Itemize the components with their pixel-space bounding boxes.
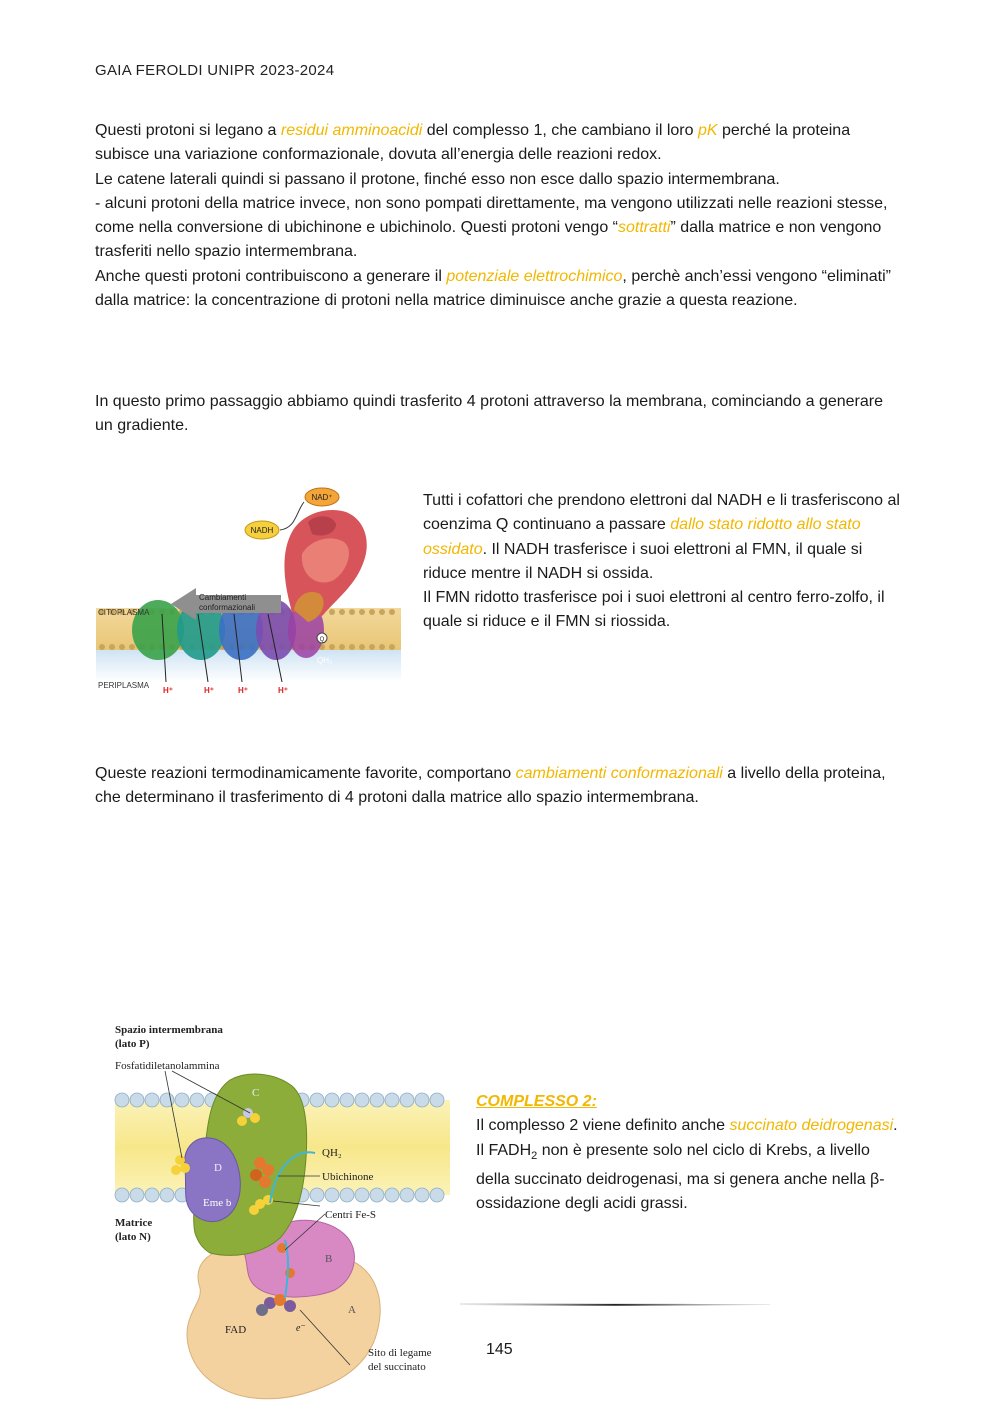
text-run: non è presente solo nel ciclo di Krebs, a livello della succinato deidrogenasi, ma si genera anche nella β-ossidazione degli acidi grassi. [476,1141,885,1213]
sentence-2: Le catene laterali quindi si passano il protone, finché esso non esce dallo spazio intermembrana. [95,170,780,188]
text-run: , perchè anch’essi vengono “eliminati” dalla matrice: la concentrazione di protoni nella matrice diminuisce anche grazie a questa reazione. [95,267,892,310]
spazio-label-1: Spazio intermembrana [115,1024,223,1036]
paragraph-conformational [95,762,905,811]
conformational-text [95,762,905,811]
complesso2-line-1 [476,1114,906,1138]
sito-label-1: Sito di legame [368,1347,432,1359]
citoplasma-label: CITOPLASMA [98,608,150,617]
centri-fes-label: Centri Fe-S [325,1209,377,1221]
sentence-1 [95,119,905,168]
electron-label: e⁻ [296,1323,306,1334]
peripheral-arm [284,510,366,622]
cofactors-text-2: Il FMN ridotto trasferisce poi i suoi elettroni al centro ferro-zolfo, il quale si riduce e il FMN si riossida. [423,589,885,631]
text-run: perché la proteina subisce una variazione conformazionale, dovuta all’energia delle reazioni redox. [95,122,851,164]
complesso2-section [476,1090,906,1217]
highlight-ridotto: dallo stato ridotto allo stato ossidato [423,516,861,558]
hplus-4: H⁺ [278,686,288,695]
hplus-2: H⁺ [204,686,214,695]
paragraph-gradient [95,390,905,439]
highlight-cambiamenti: cambiamenti conformazionali [515,765,723,782]
matrice-label-1: Matrice [115,1217,153,1229]
matrice-label-2: (lato N) [115,1231,151,1243]
text-run: Anche questi protoni contribuiscono a generare il [95,267,447,285]
arrow-label-2: conformazionali [199,603,256,612]
gradient-text: In questo primo passaggio abbiamo quindi trasferito 4 protoni attraverso la membrana, cominciando a generare un gradiente. [95,393,883,435]
highlight-potenziale: potenziale elettrochimico [446,267,623,285]
highlight-pk: pK [697,122,718,139]
nadh-label: NADH [250,526,274,535]
highlight-sottratti: sottratti [618,219,671,237]
highlight-residui: residui amminoacidi [280,122,423,139]
qh2-label: QH₂ [322,1147,342,1159]
sentence-3 [95,192,905,265]
qh2-label: QH₂ [317,656,333,665]
arrow-label-1: Cambiamenti [199,593,247,602]
text-run: . [893,1117,898,1135]
ubichinone-label: Ubichinone [322,1171,374,1183]
text-run: - alcuni protoni della matrice invece, non sono pompati direttamente, ma vengono utilizzati nelle reazioni stesse, come nella conversione di ubichinone e ubichinolo. Questi protoni vengo “ [95,194,888,237]
sito-label-2: del succinato [368,1361,426,1373]
page-number: 145 [486,1341,513,1358]
complex2-figure [110,1018,455,1410]
sentence-4 [95,265,905,314]
eme-b-label: Eme b [203,1197,232,1209]
page-header: GAIA FEROLDI UNIPR 2023-2024 [95,62,335,79]
complesso2-title: COMPLESSO 2: [476,1093,597,1110]
subscript-2: 2 [531,1149,538,1162]
text-run: Tutti i cofattori che prendono elettroni dal NADH e li trasferiscono al coenzima Q continuano a passare [423,492,900,534]
paragraph-protons [95,119,905,313]
text-run: a livello della proteina, che determinano il trasferimento di 4 protoni dalla matrice allo spazio intermembrana. [95,765,886,807]
hplus-1: H⁺ [163,686,173,695]
footer-divider [460,1300,770,1308]
text-run: Queste reazioni termodinamicamente favorite, comportano [95,765,516,782]
complex1-figure [96,484,401,699]
text-run: del complesso 1, che cambiano il loro [422,122,698,139]
text-run: ” dalla matrice e non vengono trasferiti nello spazio intermembrana. [95,219,882,261]
spazio-label-2: (lato P) [115,1038,150,1050]
text-run: Il complesso 2 viene definito anche [476,1117,730,1135]
highlight-succinato: succinato deidrogenasi [729,1117,894,1135]
subunit-d-label: D [214,1162,222,1174]
nad-plus-label: NAD⁺ [311,493,333,502]
subunit-c-label: C [252,1087,260,1099]
paragraph-cofactors [423,489,903,635]
q-label: Q [319,637,325,643]
fosfatidil-label: Fosfatidiletanolammina [115,1060,220,1072]
hplus-3: H⁺ [238,686,248,695]
fad-label: FAD [225,1324,247,1336]
text-run: Questi protoni si legano a [95,122,281,139]
complesso2-line-2 [476,1139,906,1217]
text-run: Il FADH [476,1141,532,1159]
subunit-a-label: A [348,1304,356,1316]
text-run: . Il NADH trasferisce i suoi elettroni al FMN, il quale si riduce mentre il NADH si ossida. [423,540,863,582]
subunit-b-label: B [325,1253,333,1265]
cofactors-text-1 [423,489,903,586]
periplasma-label: PERIPLASMA [98,681,150,690]
